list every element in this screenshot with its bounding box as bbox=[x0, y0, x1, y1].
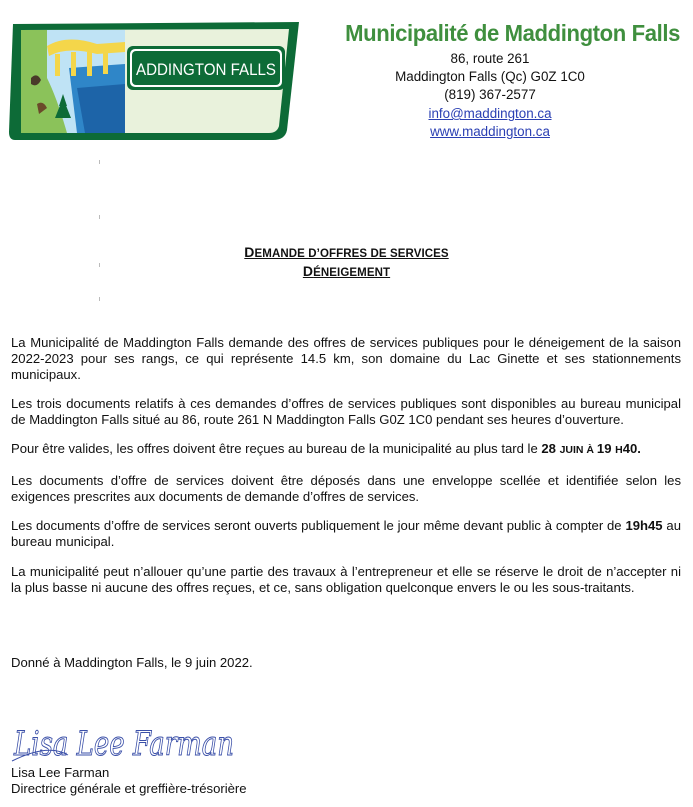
paragraph-documents: Les trois documents relatifs à ces demandes d’offres de services publiques sont disponibles au bureau municipal de Maddington Falls situé au 86, route 261 N Maddington Falls G0Z 1C0 pendant ses heures d’ouverture. bbox=[11, 396, 681, 427]
municipal-logo bbox=[7, 18, 307, 144]
date-line: Donné à Maddington Falls, le 9 juin 2022. bbox=[11, 655, 253, 670]
email-link-row bbox=[380, 105, 600, 123]
svg-text:Lisa Lee Farman: Lisa Lee Farman bbox=[13, 724, 234, 764]
paragraph-envelope: Les documents d’offre de services doivent être déposés dans une enveloppe scellée et identifiée selon les exigences prescrites aux documents de demande d’offres de services. bbox=[11, 473, 681, 504]
signatory-name: Lisa Lee Farman bbox=[11, 765, 110, 780]
logo-text: ADDINGTON FALLS bbox=[136, 60, 276, 79]
website-link-row bbox=[380, 123, 600, 141]
phone-number: (819) 367-2577 bbox=[444, 87, 536, 102]
paragraph-reservation: La municipalité peut n’allouer qu’une partie des travaux à l’entrepreneur et elle se réserve le droit de n’accepter ni la plus basse ni aucune des offres reçues, et ce, sans obligation quelconque envers le ou les sous-traitants. bbox=[11, 564, 681, 595]
paragraph-opening: Les documents d’offre de services seront ouverts publiquement le jour même devant public à compter de 19h45 au bureau municipal. bbox=[11, 518, 681, 549]
opening-time: 19h45 bbox=[625, 518, 663, 533]
paragraph-deadline: Pour être valides, les offres doivent être reçues au bureau de la municipalité au plus tard le 28 JUIN À 19 H40. bbox=[11, 441, 641, 456]
website-link[interactable]: www.maddington.ca bbox=[430, 124, 550, 139]
document-subtitle: DÉNEIGEMENT bbox=[302, 263, 391, 279]
handwritten-signature bbox=[8, 703, 248, 773]
email-link[interactable]: info@maddington.ca bbox=[428, 106, 552, 121]
deadline-day: 28 bbox=[541, 441, 560, 456]
signatory-title: Directrice générale et greffière-trésorière bbox=[11, 781, 247, 796]
address-city: Maddington Falls (Qc) G0Z 1C0 bbox=[395, 69, 585, 84]
municipality-name: Municipalité de Maddington Falls bbox=[345, 20, 680, 46]
document-title: DEMANDE D’OFFRES DE SERVICES bbox=[244, 244, 449, 260]
paragraph-request: La Municipalité de Maddington Falls demande des offres de services publiques pour le déneigement de la saison 2022-2023 pour ses rangs, ce qui représente 14.5 km, son domaine du Lac Ginette et ses stationnements municipaux. bbox=[11, 335, 681, 382]
address-street: 86, route 261 bbox=[450, 51, 530, 66]
